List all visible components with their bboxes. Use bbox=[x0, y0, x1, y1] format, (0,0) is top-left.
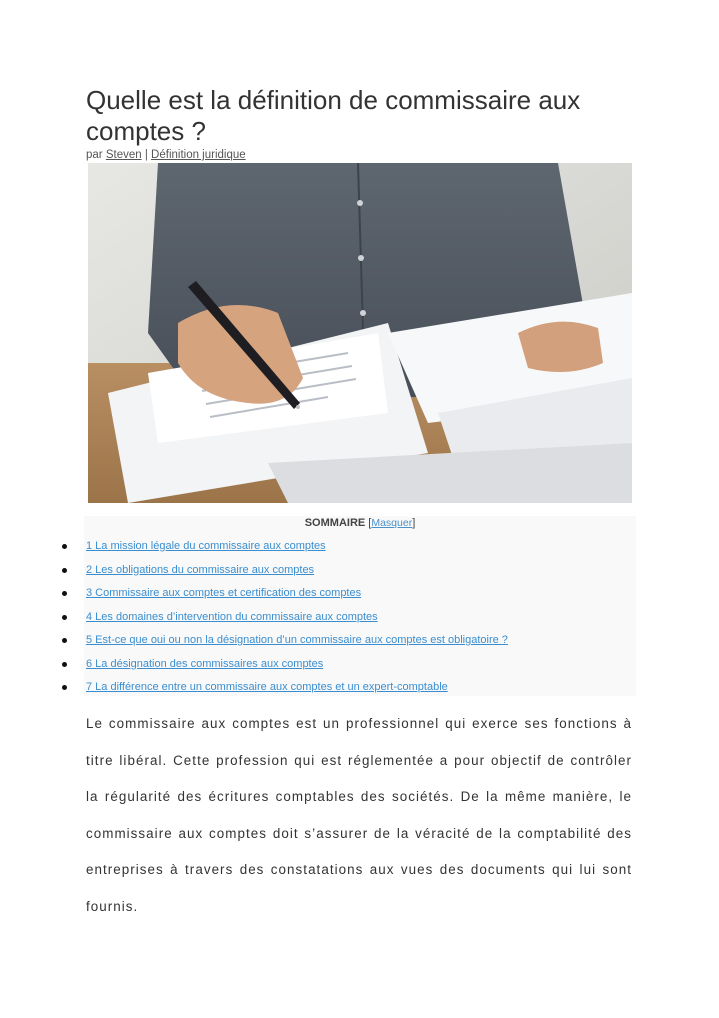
toc-item bbox=[0, 656, 719, 676]
intro-paragraph: Le commissaire aux comptes est un professionnel qui exerce ses fonctions à titre libéral. Cette profession qui est réglementée a pour objectif de contrôler la régularité des écritures comptables des sociétés. De la même manière, le commissaire aux comptes doit s’assurer de la véracité de la comptabilité des entreprises à travers des constatations aux vues des documents qui lui sont fournis. bbox=[86, 716, 632, 914]
byline-separator: | bbox=[144, 149, 148, 161]
toc-item bbox=[0, 538, 719, 558]
toc-item bbox=[0, 632, 719, 652]
toc-item bbox=[0, 679, 719, 699]
toc-toggle-button[interactable]: Masquer bbox=[371, 517, 413, 529]
toc-item bbox=[0, 585, 719, 605]
bullet-icon bbox=[62, 638, 67, 643]
toc-link[interactable]: 5 Est-ce que oui ou non la désignation d’un commissaire aux comptes est obligatoire ? bbox=[86, 634, 508, 646]
byline-prefix: par bbox=[86, 149, 103, 161]
article-title: Quelle est la définition de commissaire aux comptes ? bbox=[86, 85, 581, 146]
bullet-icon bbox=[62, 615, 67, 620]
toc-title: SOMMAIRE bbox=[304, 517, 366, 529]
toc-header bbox=[84, 517, 636, 529]
toc-link[interactable]: 6 La désignation des commissaires aux comptes bbox=[86, 657, 324, 670]
bullet-icon bbox=[62, 685, 67, 690]
toc-link[interactable]: 4 Les domaines d’intervention du commissaire aux comptes bbox=[86, 610, 378, 623]
toc-link[interactable]: 3 Commissaire aux comptes et certification des comptes bbox=[86, 587, 362, 599]
toc-item bbox=[0, 562, 719, 582]
byline bbox=[86, 149, 246, 161]
bullet-icon bbox=[62, 591, 67, 596]
toc-link[interactable]: 2 Les obligations du commissaire aux comptes bbox=[86, 563, 315, 576]
toc-link[interactable]: 7 La différence entre un commissaire aux comptes et un expert-comptable bbox=[86, 681, 448, 693]
category-link[interactable]: Définition juridique bbox=[151, 149, 246, 161]
photo-icon bbox=[88, 163, 632, 503]
bullet-icon bbox=[62, 662, 67, 667]
toc-item bbox=[0, 609, 719, 629]
toc-toggle-bracket-close: ] bbox=[412, 517, 416, 529]
hero-image bbox=[88, 163, 632, 503]
bullet-icon bbox=[62, 544, 67, 549]
author-link[interactable]: Steven bbox=[105, 149, 142, 161]
bullet-icon bbox=[62, 568, 67, 573]
toc-link[interactable]: 1 La mission légale du commissaire aux comptes bbox=[86, 540, 326, 552]
toc-toggle-bracket-open: [ bbox=[368, 517, 372, 529]
